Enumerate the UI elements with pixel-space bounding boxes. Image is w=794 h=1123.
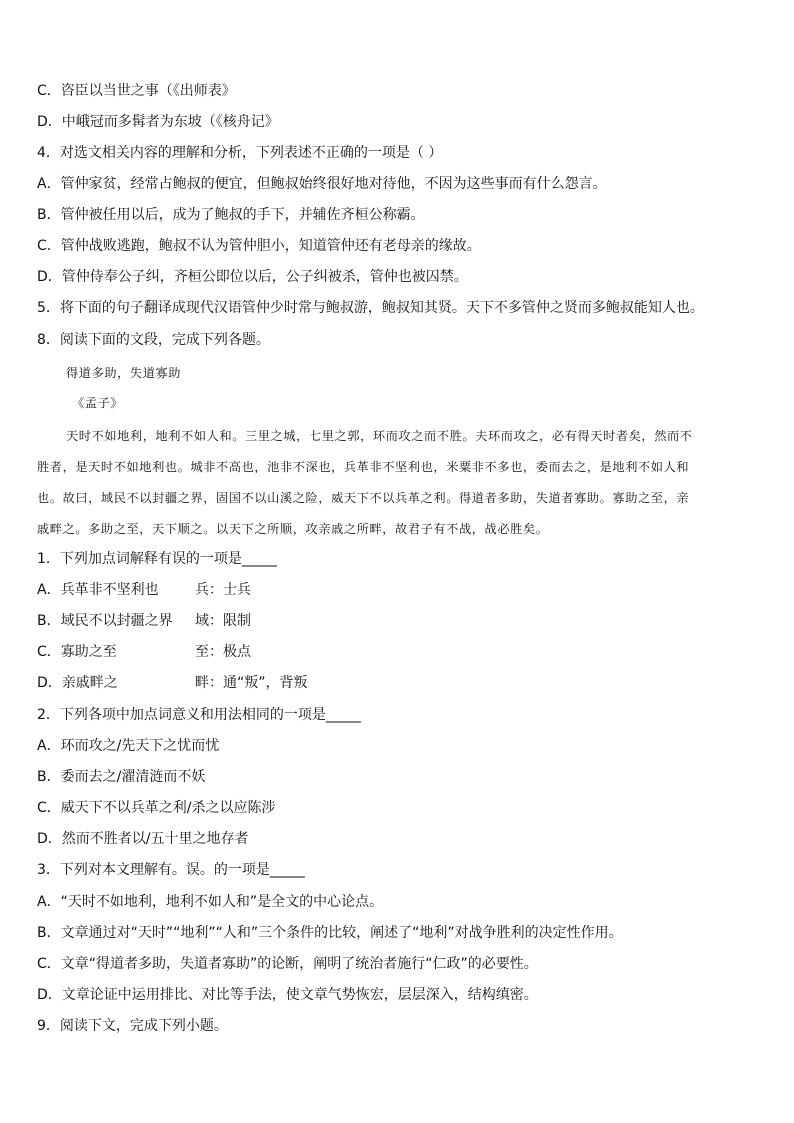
passage-title: 得道多助，失道寡助: [66, 366, 182, 380]
q4-option-c: C．管仲战败逃跑，鲍叔不认为管仲胆小，知道管仲还有老母亲的缘故。: [37, 238, 481, 254]
passage-line-4: 戚畔之。多助之至，天下顺之。以天下之所顺，攻亲戚之所畔，故君子有不战，战必胜矣。: [37, 522, 549, 536]
sq2-option-a: A．环而攻之/先天下之忧而忧: [37, 738, 220, 754]
sq1-option-a: [37, 580, 764, 600]
sq2-option-c: C．威天下不以兵革之利/杀之以应陈涉: [37, 800, 276, 816]
sq2-option-d: D．然而不胜者以/五十里之地存者: [37, 831, 249, 847]
question-4: 4．对选文相关内容的理解和分析，下列表述不正确的一项是（ ）: [37, 145, 443, 161]
passage-line-1: 天时不如地利，地利不如人和。三里之城，七里之郭，环而攻之而不胜。夫环而攻之，必有得天时者矣，然而不: [66, 429, 693, 443]
sq1-option-a-gloss: 兵：士兵: [195, 582, 251, 598]
question-9: 9．阅读下文，完成下列小题。: [37, 1018, 228, 1034]
sq1-option-b: [37, 611, 764, 631]
sq1-option-b-phrase: B．域民不以封疆之界: [37, 613, 173, 629]
q4-option-a: A．管仲家贫，经常占鲍叔的便宜，但鲍叔始终很好地对待他，不因为这些事而有什么怨言。: [37, 176, 607, 192]
sq1-option-b-gloss: 域：限制: [195, 613, 251, 629]
sq1-option-c-gloss: 至：极点: [195, 644, 251, 660]
sq1-option-d: [37, 673, 764, 693]
q4-option-b: B．管仲被任用以后，成为了鲍叔的手下，并辅佐齐桓公称霸。: [37, 207, 425, 223]
sq1-option-a-phrase: A．兵革非不坚利也: [37, 582, 159, 598]
passage-line-3: 也。故曰，域民不以封疆之界，固国不以山溪之险，威天下不以兵革之利。得道者多助，失道者寡助。寡助之至，亲: [37, 491, 690, 505]
sub-question-1: 1．下列加点词解释有误的一项是_____: [37, 551, 277, 567]
question-5: 5．将下面的句子翻译成现代汉语管仲少时常与鲍叔游，鲍叔知其贤。天下不多管仲之贤而多鲍叔能知人也。: [37, 300, 704, 316]
sq1-option-d-phrase: D．亲戚畔之: [37, 675, 118, 691]
sq1-option-c: [37, 642, 764, 662]
sq3-option-d: D．文章论证中运用排比、对比等手法，使文章气势恢宏，层层深入，结构缜密。: [37, 987, 538, 1003]
option-c-chushibiao: C．咨臣以当世之事（《出师表》: [37, 83, 236, 99]
option-d-hezhouji: D．中峨冠而多髯者为东坡（《核舟记》: [37, 114, 279, 130]
sq3-option-a: A．“天时不如地利，地利不如人和”是全文的中心论点。: [37, 894, 384, 910]
passage-author: 《孟子》: [72, 396, 124, 410]
sub-question-3: 3．下列对本文理解有。误。的一项是_____: [37, 862, 305, 878]
passage-line-2: 胜者，是天时不如地利也。城非不高也，池非不深也，兵革非不坚利也，米粟非不多也，委而去之，是地利不如人和: [37, 460, 690, 474]
sq1-option-d-gloss: 畔：通“叛”，背叛: [195, 675, 308, 691]
q4-option-d: D．管仲侍奉公子纠，齐桓公即位以后，公子纠被杀，管仲也被囚禁。: [37, 269, 468, 285]
question-8: 8．阅读下面的文段，完成下列各题。: [37, 332, 270, 348]
sq1-option-c-phrase: C．寡助之至: [37, 644, 117, 660]
sq3-option-c: C．文章“得道者多助，失道者寡助”的论断，阐明了统治者施行“仁政”的必要性。: [37, 956, 538, 972]
sq2-option-b: B．委而去之/濯清涟而不妖: [37, 769, 206, 785]
sub-question-2: 2．下列各项中加点词意义和用法相同的一项是_____: [37, 707, 361, 723]
sq3-option-b: B．文章通过对“天时”“地利”“人和”三个条件的比较，阐述了“地利”对战争胜利的决定性作用。: [37, 925, 623, 941]
